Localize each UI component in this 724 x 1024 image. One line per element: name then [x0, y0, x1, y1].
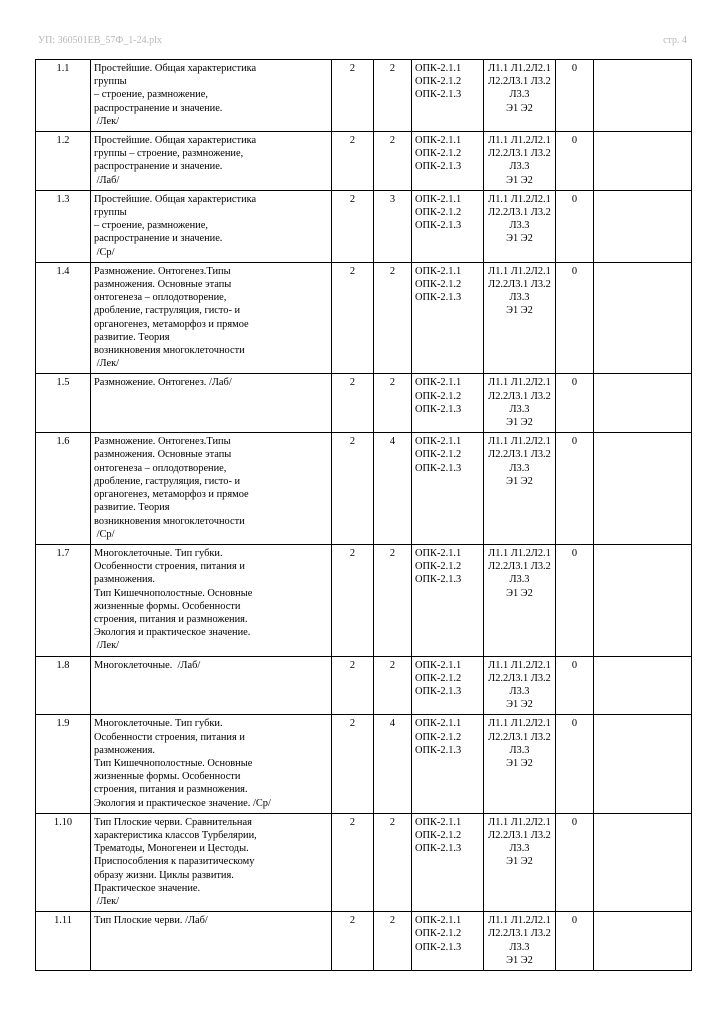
note-cell	[594, 433, 692, 545]
topic-line: образу жизни. Циклы развития.	[94, 869, 234, 881]
topic-line: группы – строение, размножение,	[94, 148, 244, 160]
competency-code: ОПК-2.1.3	[415, 843, 462, 855]
competency-code: ОПК-2.1.2	[415, 829, 462, 841]
literature-line: Л3.3	[509, 292, 530, 304]
topic-line: /Лек/	[94, 895, 120, 907]
literature-line: Л1.1 Л1.2Л2.1	[488, 436, 551, 448]
interactive-cell: 0	[556, 544, 594, 656]
literature-line: Л1.1 Л1.2Л2.1	[488, 915, 551, 927]
literature-line: Л2.2Л3.1 Л3.2	[488, 928, 551, 940]
topic-line: Многоклеточные. Тип губки.	[94, 547, 223, 559]
topic-line: /Ср/	[94, 246, 115, 258]
topic-line: онтогенеза – оплодотворение,	[94, 462, 227, 474]
table-row	[36, 544, 692, 656]
literature-line: Л1.1 Л1.2Л2.1	[488, 816, 551, 828]
interactive-cell: 0	[556, 813, 594, 911]
topic-line: Экология и практическое значение.	[94, 627, 251, 639]
competencies-cell	[412, 433, 484, 545]
semester-cell: 2	[332, 813, 374, 911]
literature-line: Л3.3	[509, 941, 530, 953]
topic-line: /Ср/	[94, 528, 115, 540]
topic-line: дробление, гаструляция, гисто- и	[94, 305, 241, 317]
literature-line: Э1 Э2	[506, 699, 533, 711]
competency-code: ОПК-2.1.3	[415, 89, 462, 101]
topic-line: возникновения многоклеточности	[94, 515, 245, 527]
hours-cell: 4	[374, 715, 412, 813]
literature-line: Л1.1 Л1.2Л2.1	[488, 63, 551, 74]
note-cell	[594, 374, 692, 433]
literature-line: Л2.2Л3.1 Л3.2	[488, 76, 551, 88]
topic-line: размножения.	[94, 574, 155, 586]
competency-code: ОПК-2.1.2	[415, 390, 462, 402]
literature-line: Л2.2Л3.1 Л3.2	[488, 390, 551, 402]
literature-line: Л2.2Л3.1 Л3.2	[488, 672, 551, 684]
literature-line: Л2.2Л3.1 Л3.2	[488, 731, 551, 743]
competency-code: ОПК-2.1.2	[415, 672, 462, 684]
hours-cell: 2	[374, 60, 412, 132]
hours-cell: 2	[374, 132, 412, 191]
competency-code: ОПК-2.1.1	[415, 436, 462, 448]
topic-line: Размножение. Онтогенез.Типы	[94, 265, 231, 277]
topic-line: развитие. Теория	[94, 502, 170, 514]
curriculum-table	[35, 59, 692, 971]
literature-line: Э1 Э2	[506, 587, 533, 599]
competency-code: ОПК-2.1.1	[415, 915, 462, 927]
literature-line: Л1.1 Л1.2Л2.1	[488, 547, 551, 559]
literature-line: Э1 Э2	[506, 305, 533, 317]
literature-line: Э1 Э2	[506, 102, 533, 114]
interactive-cell: 0	[556, 132, 594, 191]
topic-line: Приспособления к паразитическому	[94, 856, 255, 868]
semester-cell: 2	[332, 60, 374, 132]
table-row	[36, 433, 692, 545]
competency-code: ОПК-2.1.3	[415, 292, 462, 304]
literature-cell	[484, 715, 556, 813]
competencies-cell	[412, 813, 484, 911]
literature-line: Л3.3	[509, 462, 530, 474]
hours-cell: 2	[374, 813, 412, 911]
literature-line: Л2.2Л3.1 Л3.2	[488, 207, 551, 219]
literature-cell	[484, 656, 556, 715]
competencies-cell	[412, 715, 484, 813]
row-number-cell: 1.11	[36, 912, 91, 971]
row-number-cell: 1.9	[36, 715, 91, 813]
topic-line: группы	[94, 207, 127, 219]
interactive-cell: 0	[556, 912, 594, 971]
interactive-cell: 0	[556, 262, 594, 374]
topic-line: /Лаб/	[94, 174, 120, 186]
semester-cell: 2	[332, 433, 374, 545]
note-cell	[594, 262, 692, 374]
literature-line: Л3.3	[509, 843, 530, 855]
hours-cell: 4	[374, 433, 412, 545]
topic-line: жизненные формы. Особенности	[94, 771, 241, 783]
literature-line: Л1.1 Л1.2Л2.1	[488, 265, 551, 277]
competency-code: ОПК-2.1.1	[415, 377, 462, 389]
competency-code: ОПК-2.1.1	[415, 265, 462, 277]
literature-cell	[484, 813, 556, 911]
literature-line: Л2.2Л3.1 Л3.2	[488, 279, 551, 291]
topic-line: Практическое значение.	[94, 882, 201, 894]
literature-line: Л3.3	[509, 685, 530, 697]
literature-line: Л1.1 Л1.2Л2.1	[488, 718, 551, 730]
table-row	[36, 190, 692, 262]
competency-code: ОПК-2.1.1	[415, 63, 462, 74]
competency-code: ОПК-2.1.1	[415, 816, 462, 828]
competency-code: ОПК-2.1.1	[415, 718, 462, 730]
literature-line: Э1 Э2	[506, 757, 533, 769]
topic-line: Размножение. Онтогенез.Типы	[94, 436, 231, 448]
semester-cell: 2	[332, 190, 374, 262]
semester-cell: 2	[332, 374, 374, 433]
topic-line: размножения. Основные этапы	[94, 449, 232, 461]
literature-cell	[484, 544, 556, 656]
topic-cell	[91, 132, 332, 191]
topic-line: Трематоды, Моногенеи и Цестоды.	[94, 843, 249, 855]
note-cell	[594, 656, 692, 715]
semester-cell: 2	[332, 262, 374, 374]
semester-cell: 2	[332, 132, 374, 191]
hours-cell: 2	[374, 374, 412, 433]
note-cell	[594, 132, 692, 191]
competency-code: ОПК-2.1.3	[415, 462, 462, 474]
topic-line: органогенез, метаморфоз и прямое	[94, 318, 249, 330]
topic-line: Простейшие. Общая характеристика	[94, 135, 257, 147]
literature-cell	[484, 912, 556, 971]
competency-code: ОПК-2.1.3	[415, 220, 462, 232]
topic-line: Размножение. Онтогенез. /Лаб/	[94, 377, 232, 389]
row-number-cell: 1.7	[36, 544, 91, 656]
competency-code: ОПК-2.1.2	[415, 76, 462, 88]
topic-line: /Лек/	[94, 358, 120, 370]
semester-cell: 2	[332, 715, 374, 813]
topic-cell	[91, 715, 332, 813]
topic-line: группы	[94, 76, 127, 88]
row-number-cell: 1.2	[36, 132, 91, 191]
competency-code: ОПК-2.1.2	[415, 207, 462, 219]
topic-line: Тип Кишечнополостные. Основные	[94, 587, 253, 599]
topic-cell	[91, 912, 332, 971]
topic-line: Особенности строения, питания и	[94, 731, 245, 743]
page-header-filename: УП: 360501ЕВ_57Ф_1-24.plx	[38, 35, 162, 46]
interactive-cell: 0	[556, 190, 594, 262]
table-row	[36, 132, 692, 191]
literature-line: Э1 Э2	[506, 174, 533, 186]
table-row	[36, 262, 692, 374]
hours-cell: 2	[374, 912, 412, 971]
topic-line: Тип Плоские черви. Сравнительная	[94, 816, 252, 828]
interactive-cell: 0	[556, 715, 594, 813]
page-header-page-number: стр. 4	[663, 35, 687, 46]
competencies-cell	[412, 544, 484, 656]
competency-code: ОПК-2.1.3	[415, 403, 462, 415]
competency-code: ОПК-2.1.3	[415, 161, 462, 173]
topic-cell	[91, 544, 332, 656]
literature-cell	[484, 262, 556, 374]
interactive-cell: 0	[556, 656, 594, 715]
competencies-cell	[412, 190, 484, 262]
literature-line: Л3.3	[509, 220, 530, 232]
note-cell	[594, 60, 692, 132]
competency-code: ОПК-2.1.1	[415, 547, 462, 559]
topic-line: /Лек/	[94, 640, 120, 652]
competency-code: ОПК-2.1.3	[415, 744, 462, 756]
table-row	[36, 912, 692, 971]
competency-code: ОПК-2.1.2	[415, 449, 462, 461]
topic-line: характеристика классов Турбелярии,	[94, 829, 257, 841]
competency-code: ОПК-2.1.2	[415, 928, 462, 940]
topic-line: органогенез, метаморфоз и прямое	[94, 489, 249, 501]
row-number-cell: 1.1	[36, 60, 91, 132]
competency-code: ОПК-2.1.2	[415, 148, 462, 160]
topic-line: Экология и практическое значение. /Ср/	[94, 797, 271, 809]
topic-line: распространение и значение.	[94, 102, 223, 114]
note-cell	[594, 715, 692, 813]
competency-code: ОПК-2.1.2	[415, 279, 462, 291]
interactive-cell: 0	[556, 374, 594, 433]
competencies-cell	[412, 132, 484, 191]
literature-cell	[484, 374, 556, 433]
literature-line: Э1 Э2	[506, 417, 533, 429]
literature-line: Л1.1 Л1.2Л2.1	[488, 193, 551, 205]
topic-line: строения, питания и размножения.	[94, 613, 248, 625]
row-number-cell: 1.6	[36, 433, 91, 545]
topic-line: развитие. Теория	[94, 331, 170, 343]
note-cell	[594, 190, 692, 262]
row-number-cell: 1.10	[36, 813, 91, 911]
competency-code: ОПК-2.1.3	[415, 574, 462, 586]
note-cell	[594, 544, 692, 656]
hours-cell: 2	[374, 262, 412, 374]
competency-code: ОПК-2.1.1	[415, 135, 462, 147]
table-row	[36, 656, 692, 715]
literature-line: Л3.3	[509, 89, 530, 101]
topic-line: распространение и значение.	[94, 233, 223, 245]
literature-line: Л1.1 Л1.2Л2.1	[488, 377, 551, 389]
literature-line: Л3.3	[509, 744, 530, 756]
row-number-cell: 1.8	[36, 656, 91, 715]
topic-line: Простейшие. Общая характеристика	[94, 193, 257, 205]
interactive-cell: 0	[556, 433, 594, 545]
literature-line: Э1 Э2	[506, 954, 533, 966]
table-row	[36, 813, 692, 911]
literature-line: Л3.3	[509, 574, 530, 586]
literature-cell	[484, 60, 556, 132]
topic-line: Тип Плоские черви. /Лаб/	[94, 915, 208, 927]
literature-line: Э1 Э2	[506, 856, 533, 868]
literature-line: Л2.2Л3.1 Л3.2	[488, 148, 551, 160]
note-cell	[594, 813, 692, 911]
competency-code: ОПК-2.1.3	[415, 941, 462, 953]
hours-cell: 2	[374, 544, 412, 656]
competencies-cell	[412, 374, 484, 433]
topic-line: размножения.	[94, 744, 155, 756]
competency-code: ОПК-2.1.2	[415, 561, 462, 573]
topic-line: Простейшие. Общая характеристика	[94, 63, 257, 74]
literature-cell	[484, 433, 556, 545]
topic-cell	[91, 60, 332, 132]
literature-line: Л1.1 Л1.2Л2.1	[488, 135, 551, 147]
table-body	[36, 60, 692, 971]
competency-code: ОПК-2.1.1	[415, 193, 462, 205]
competencies-cell	[412, 262, 484, 374]
topic-cell	[91, 190, 332, 262]
competency-code: ОПК-2.1.1	[415, 659, 462, 671]
row-number-cell: 1.3	[36, 190, 91, 262]
topic-line: Многоклеточные. /Лаб/	[94, 659, 201, 671]
topic-line: размножения. Основные этапы	[94, 279, 232, 291]
literature-line: Л3.3	[509, 161, 530, 173]
topic-line: – строение, размножение,	[94, 89, 208, 101]
topic-line: /Лек/	[94, 115, 120, 127]
literature-cell	[484, 190, 556, 262]
literature-line: Л3.3	[509, 403, 530, 415]
topic-line: жизненные формы. Особенности	[94, 600, 241, 612]
topic-cell	[91, 433, 332, 545]
topic-line: дробление, гаструляция, гисто- и	[94, 475, 241, 487]
hours-cell: 3	[374, 190, 412, 262]
row-number-cell: 1.5	[36, 374, 91, 433]
literature-line: Л2.2Л3.1 Л3.2	[488, 829, 551, 841]
topic-line: Тип Кишечнополостные. Основные	[94, 757, 253, 769]
row-number-cell: 1.4	[36, 262, 91, 374]
semester-cell: 2	[332, 912, 374, 971]
literature-line: Л2.2Л3.1 Л3.2	[488, 449, 551, 461]
literature-line: Л2.2Л3.1 Л3.2	[488, 561, 551, 573]
table-row	[36, 374, 692, 433]
literature-cell	[484, 132, 556, 191]
semester-cell: 2	[332, 656, 374, 715]
topic-cell	[91, 813, 332, 911]
competency-code: ОПК-2.1.2	[415, 731, 462, 743]
topic-line: распространение и значение.	[94, 161, 223, 173]
competencies-cell	[412, 912, 484, 971]
competency-code: ОПК-2.1.3	[415, 685, 462, 697]
topic-line: Многоклеточные. Тип губки.	[94, 718, 223, 730]
competencies-cell	[412, 60, 484, 132]
table-row	[36, 715, 692, 813]
literature-line: Л1.1 Л1.2Л2.1	[488, 659, 551, 671]
hours-cell: 2	[374, 656, 412, 715]
topic-cell	[91, 656, 332, 715]
topic-line: возникновения многоклеточности	[94, 345, 245, 357]
topic-line: – строение, размножение,	[94, 220, 208, 232]
competencies-cell	[412, 656, 484, 715]
note-cell	[594, 912, 692, 971]
topic-line: строения, питания и размножения.	[94, 784, 248, 796]
interactive-cell: 0	[556, 60, 594, 132]
topic-line: Особенности строения, питания и	[94, 561, 245, 573]
topic-line: онтогенеза – оплодотворение,	[94, 292, 227, 304]
literature-line: Э1 Э2	[506, 475, 533, 487]
topic-cell	[91, 374, 332, 433]
table-row	[36, 60, 692, 132]
topic-cell	[91, 262, 332, 374]
semester-cell: 2	[332, 544, 374, 656]
literature-line: Э1 Э2	[506, 233, 533, 245]
